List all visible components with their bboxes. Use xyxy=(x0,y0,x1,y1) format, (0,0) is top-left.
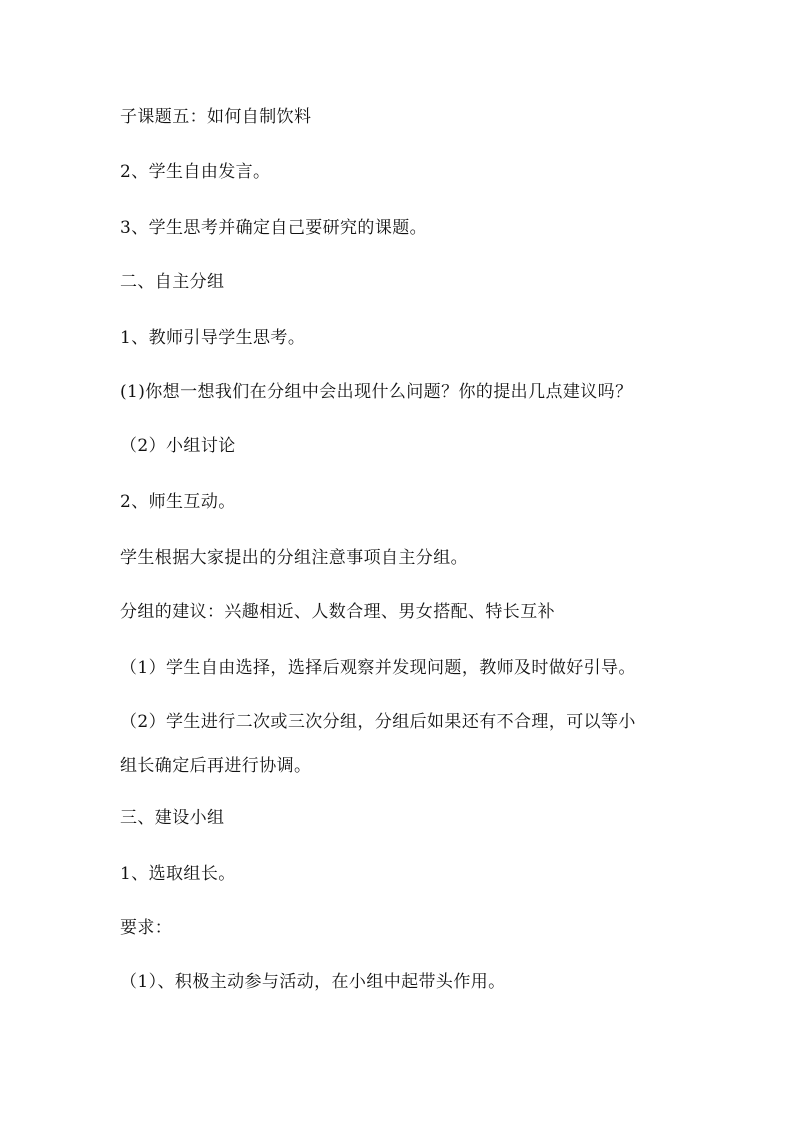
student-speech-line: 2、学生自由发言。 xyxy=(120,162,271,182)
section-two-heading: 二、自主分组 xyxy=(120,272,225,292)
autonomous-grouping-line: 学生根据大家提出的分组注意事项自主分组。 xyxy=(120,548,468,568)
teacher-guidance-line: 1、教师引导学生思考。 xyxy=(120,328,306,348)
requirement-one-line: （1）、积极主动参与活动，在小组中起带头作用。 xyxy=(120,972,506,992)
select-leader-line: 1、选取组长。 xyxy=(120,864,236,884)
regrouping-line: （2）学生进行二次或三次分组，分组后如果还有不合理，可以等小 xyxy=(120,712,636,732)
free-choice-line: （1）学生自由选择，选择后观察并发现问题，教师及时做好引导。 xyxy=(120,658,636,678)
section-three-heading: 三、建设小组 xyxy=(120,808,225,828)
grouping-suggestions-line: 分组的建议：兴趣相近、人数合理、男女搭配、特长互补 xyxy=(120,602,555,622)
group-discussion-line: （2）小组讨论 xyxy=(120,436,236,456)
subtopic-five-line: 子课题五：如何自制饮料 xyxy=(120,107,312,127)
student-topic-choice-line: 3、学生思考并确定自己要研究的课题。 xyxy=(120,218,428,238)
regrouping-continuation-line: 组长确定后再进行协调。 xyxy=(120,756,312,776)
requirements-label: 要求： xyxy=(120,918,173,938)
teacher-student-interaction-line: 2、师生互动。 xyxy=(120,492,236,512)
grouping-question-line: (1)你想一想我们在分组中会出现什么问题？你的提出几点建议吗？ xyxy=(120,382,633,402)
